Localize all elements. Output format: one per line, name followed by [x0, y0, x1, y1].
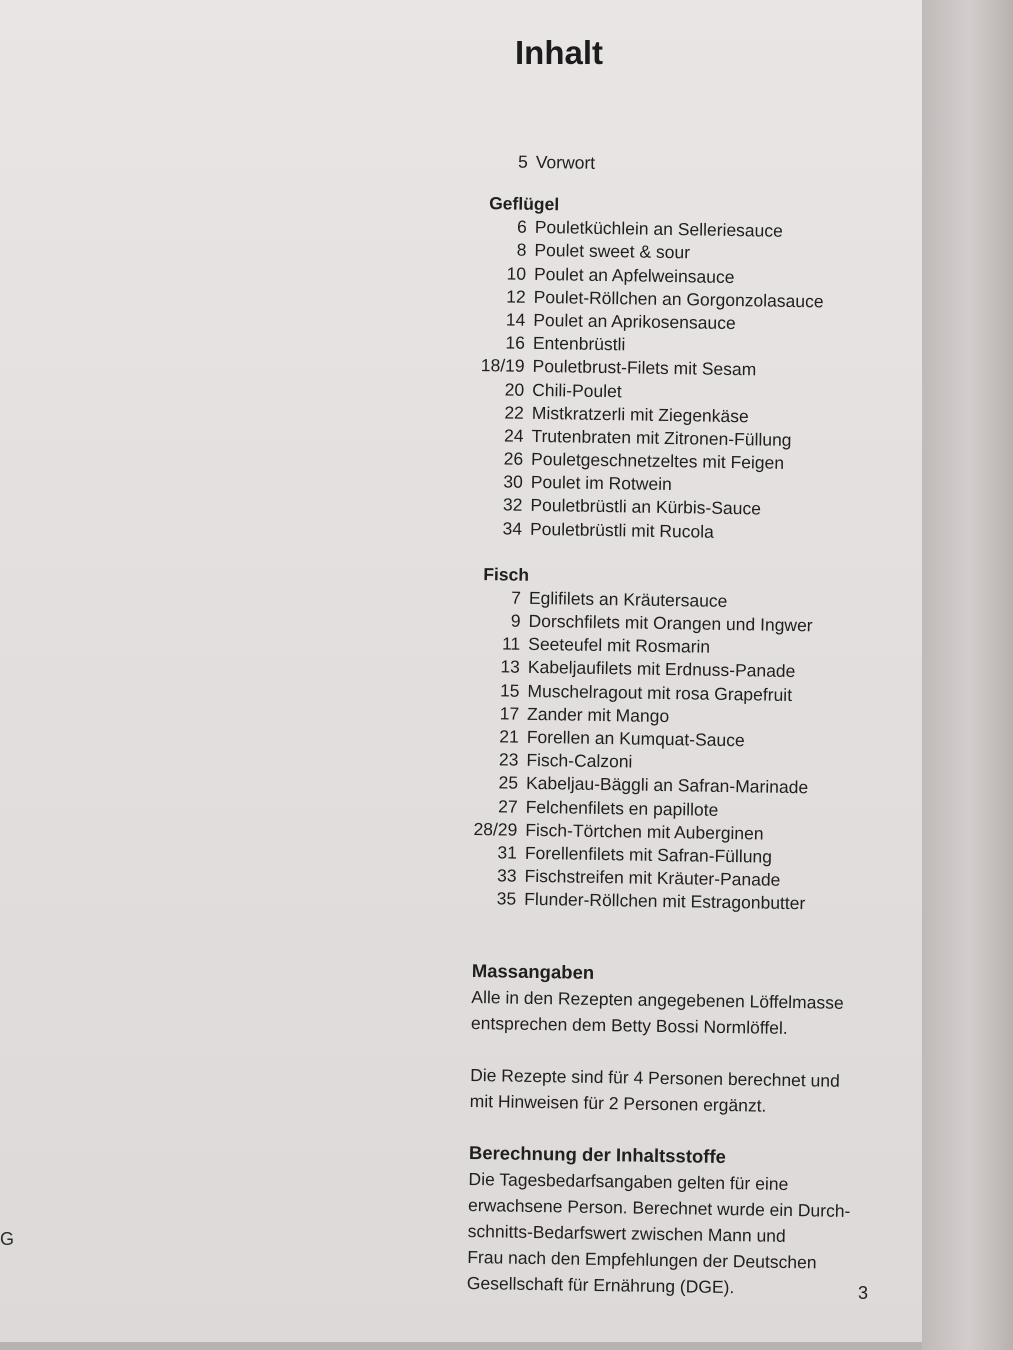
toc-page-number: 18/19 — [480, 355, 525, 377]
toc-entry-label: Forellenfilets mit Safran-Füllung — [524, 842, 773, 867]
toc-entry-label: Poulet sweet & sour — [534, 240, 691, 263]
section-items — [466, 586, 851, 917]
toc-entry-label: Chili-Poulet — [532, 379, 622, 401]
toc-entry-label: Fisch-Calzoni — [526, 749, 633, 772]
background-surface — [922, 0, 1013, 1350]
toc-page-number: 23 — [498, 749, 519, 770]
toc-entry — [466, 887, 846, 916]
toc-entry-label: Pouletbrust-Filets mit Sesam — [532, 356, 757, 380]
toc-page-number: 10 — [506, 263, 527, 284]
section-heading: Geflügel — [489, 193, 560, 215]
section-items — [472, 215, 857, 546]
berechnung-text: Die Tagesbedarfsangaben gelten für eine erwachsene Person. Berechnet wurde ein Durch- schnitts-Bedarfswert zwischen Mann und Frau nach den Empfehlungen der Deutschen Gesellschaft für Ernährung (DGE). — [466, 1168, 851, 1298]
toc-entry-label: Seeteufel mit Rosmarin — [528, 634, 711, 657]
toc-entry-label: Eglifilets an Kräutersauce — [528, 587, 728, 611]
toc-entry-label: Poulet an Aprikosensauce — [533, 309, 736, 334]
toc-entry-label: Trutenbraten mit Zitronen-Füllung — [531, 425, 792, 450]
toc-entry-label: Pouletküchlein an Selleriesauce — [534, 217, 784, 241]
section-fisch — [466, 562, 851, 917]
toc-page-number: 35 — [496, 888, 517, 909]
toc-page-number: 6 — [516, 216, 527, 237]
toc-page-number: 22 — [504, 402, 525, 423]
toc-entry-label: Poulet an Apfelweinsauce — [533, 263, 735, 287]
toc-entry-label: Pouletbrüstli an Kürbis-Sauce — [530, 495, 762, 519]
toc-page-number: 13 — [500, 656, 521, 678]
toc-entry-label: Fisch-Törtchen mit Auberginen — [525, 819, 764, 844]
toc-page-number: 32 — [502, 494, 523, 516]
toc-page-number: 21 — [499, 726, 519, 747]
toc-page-number: 5 — [517, 151, 528, 172]
massangaben-text-2: Die Rezepte sind für 4 Personen berechnet und mit Hinweisen für 2 Personen ergänzt. — [469, 1064, 840, 1116]
page-number: 3 — [858, 1283, 869, 1303]
toc-page-number: 8 — [516, 239, 527, 261]
notes-block — [467, 958, 872, 1302]
toc-page-number: 11 — [501, 633, 521, 654]
toc-entry-label: Kabeljaufilets mit Erdnuss-Panade — [527, 657, 796, 682]
toc-entry-label: Entenbrüstli — [532, 333, 626, 355]
toc-page-number: 15 — [499, 679, 520, 701]
table-of-contents — [466, 150, 858, 916]
page-title: Inhalt — [515, 34, 603, 71]
toc-page-number: 7 — [511, 587, 522, 608]
toc-entry-label: Poulet im Rotwein — [530, 472, 672, 495]
toc-entry-label: Pouletbrüstli mit Rucola — [529, 518, 715, 542]
toc-page-number: 17 — [499, 703, 520, 724]
toc-entry-label: Vorwort — [535, 151, 596, 173]
berechnung-heading: Berechnung der Inhaltsstoffe — [468, 1141, 727, 1168]
toc-entry-label: Dorschfilets mit Orangen und Ingwer — [528, 610, 813, 636]
toc-entry-label: Zander mit Mango — [526, 703, 670, 726]
toc-entry-label: Poulet-Röllchen an Gorgonzolasauce — [533, 286, 824, 312]
massangaben-text-1: Alle in den Rezepten angegebenen Löffelmasse entsprechen dem Betty Bossi Normlöffel. — [470, 986, 844, 1038]
toc-page-number: 28/29 — [473, 818, 518, 840]
toc-page-number: 20 — [504, 378, 525, 400]
toc-entry-label: Mistkratzerli mit Ziegenkäse — [531, 402, 749, 426]
edge-letter: G — [0, 1229, 15, 1249]
toc-page-number: 25 — [498, 772, 519, 794]
section-gefluegel — [472, 191, 857, 546]
toc-entry-label: Flunder-Röllchen mit Estragonbutter — [524, 889, 806, 914]
toc-page-number: 27 — [498, 795, 518, 817]
toc-page-number: 30 — [503, 471, 523, 492]
toc-entry-label: Muschelragout mit rosa Grapefruit — [527, 680, 793, 705]
toc-page-number: 33 — [496, 865, 517, 886]
toc-entry-label: Forellen an Kumquat-Sauce — [526, 726, 745, 751]
toc-entry-label: Kabeljau-Bäggli an Safran-Marinade — [525, 773, 809, 798]
toc-page-number: 12 — [506, 286, 526, 307]
toc-entry-label: Fischstreifen mit Kräuter-Panade — [524, 865, 781, 890]
massangaben-heading: Massangaben — [471, 959, 595, 983]
toc-page-number: 16 — [505, 332, 526, 353]
toc-entry-label: Pouletgeschnetzeltes mit Feigen — [530, 448, 785, 473]
toc-page-number: 14 — [505, 309, 526, 330]
toc-page-number: 31 — [497, 842, 518, 863]
page-bottom-edge — [0, 1342, 922, 1350]
toc-page-number: 24 — [503, 425, 524, 446]
toc-page-number: 9 — [510, 610, 521, 631]
toc-page-number: 26 — [503, 448, 524, 469]
toc-entry-label: Felchenfilets en papillote — [525, 796, 719, 820]
toc-page-number: 34 — [502, 518, 523, 539]
section-heading: Fisch — [483, 563, 530, 585]
